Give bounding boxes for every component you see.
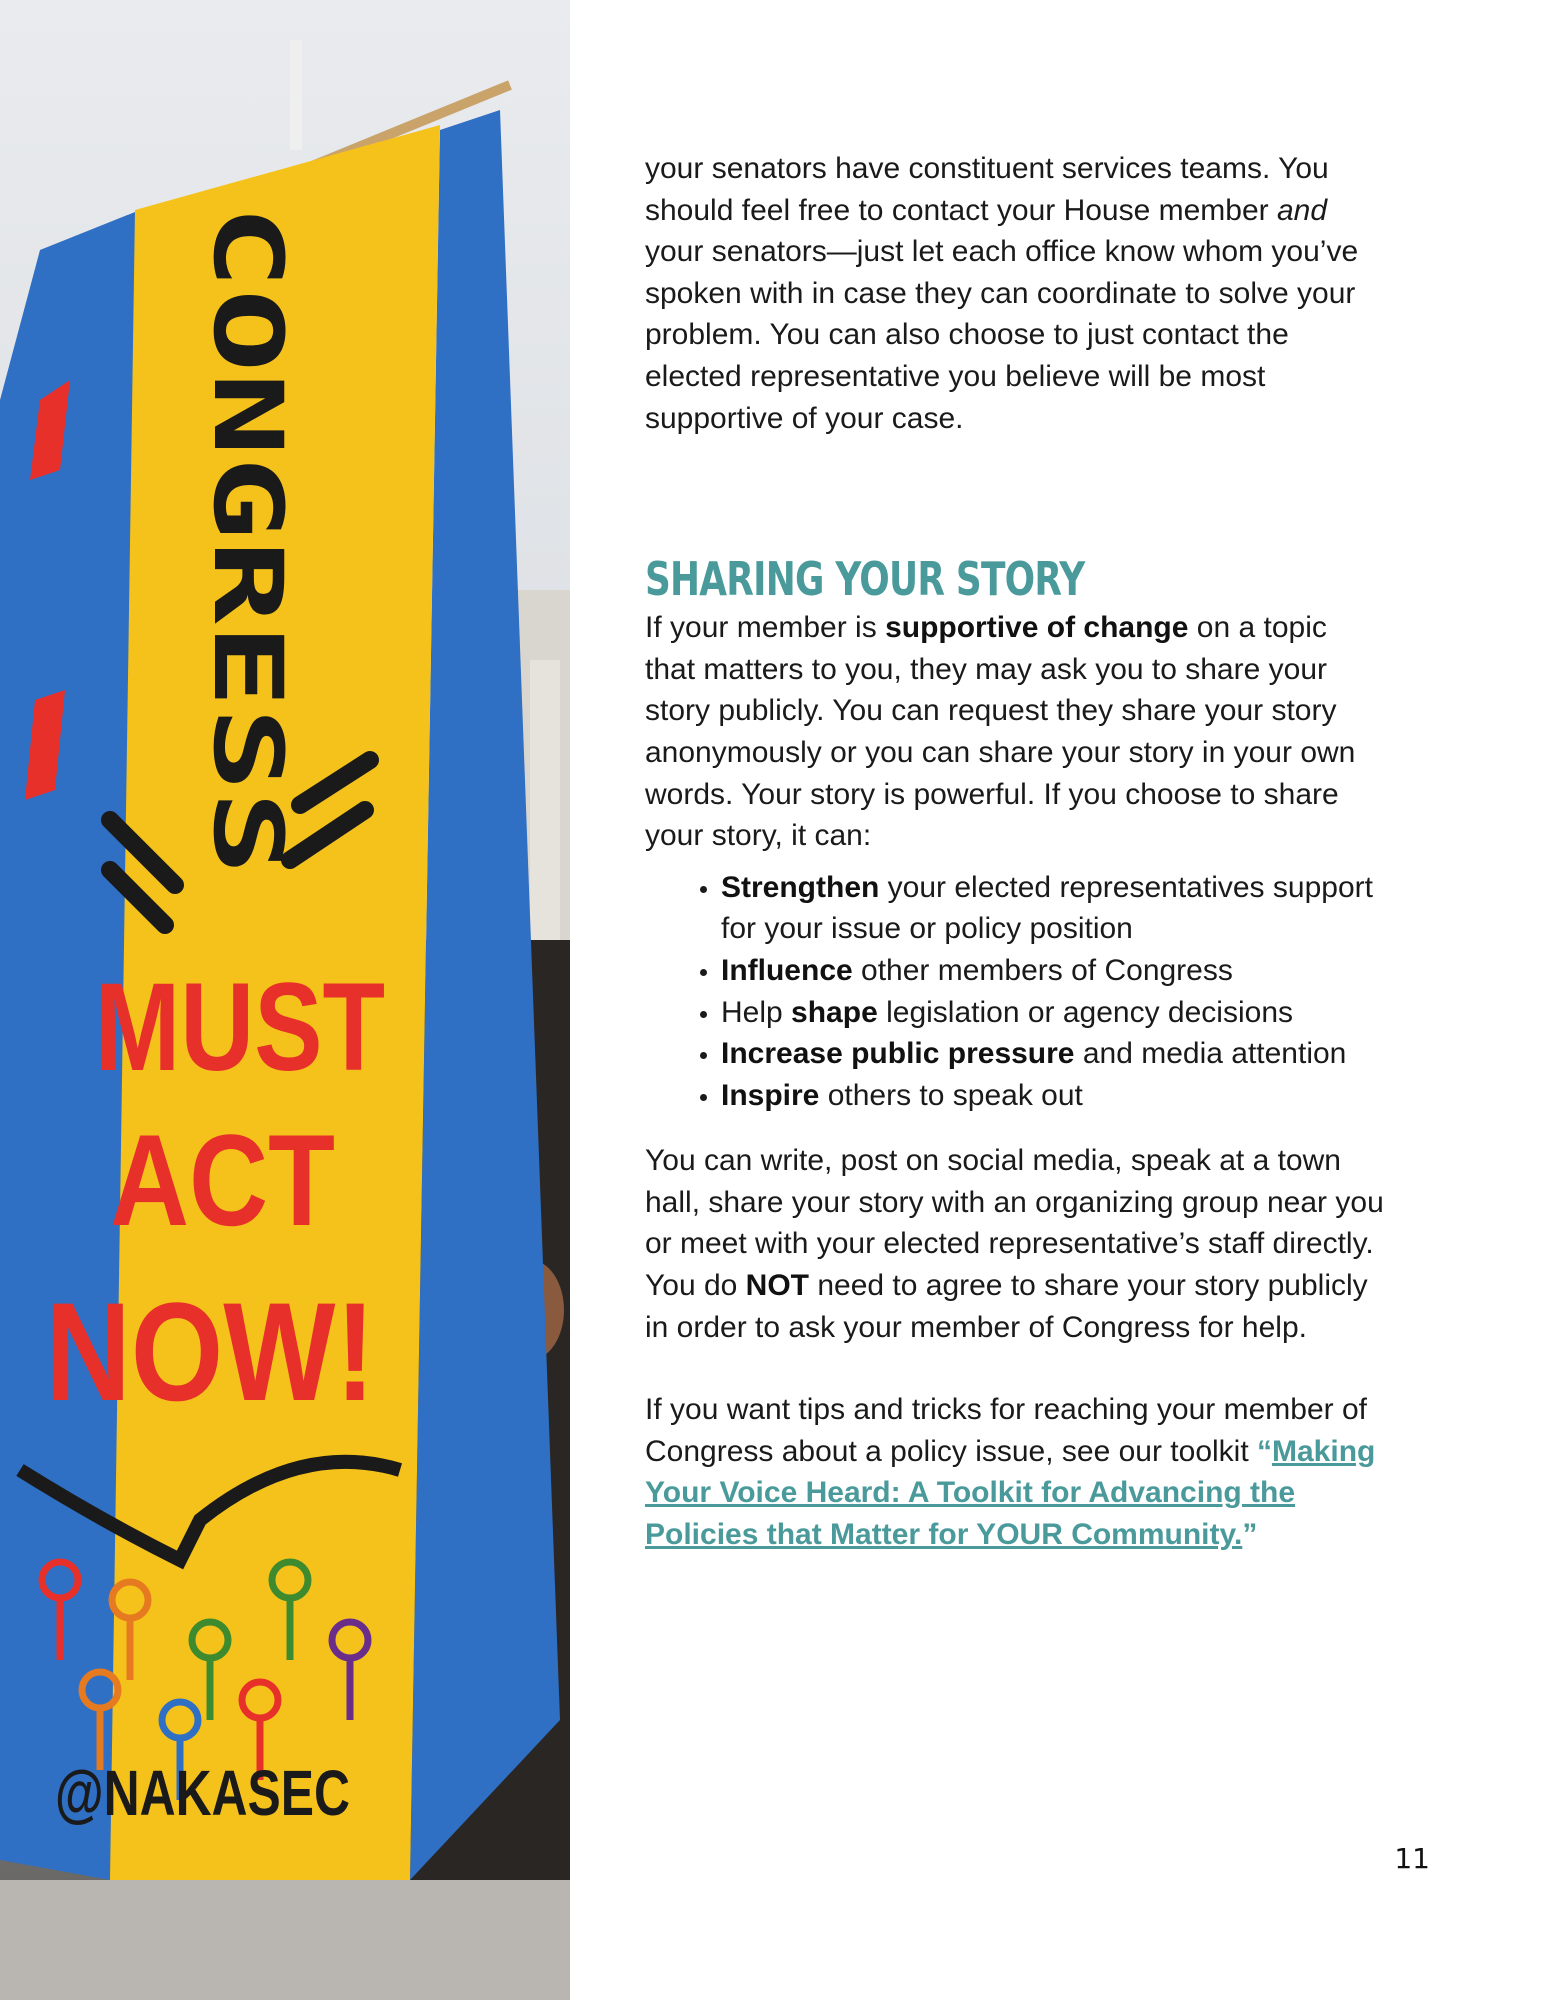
page-content bbox=[645, 148, 1385, 1556]
list-item: • Strengthen your elected representatives support for your issue or policy position bbox=[721, 867, 1385, 950]
list-item: • Inspire others to speak out bbox=[721, 1075, 1385, 1117]
ways-to-share-paragraph: You can write, post on social media, speak at a town hall, share your story with an organizing group near you or meet with your elected representative’s staff directly. You do NOT need to agree to share your story publicly in order to ask your member of Congress for help. bbox=[645, 1144, 1384, 1344]
section-heading: SHARING YOUR STORY bbox=[645, 552, 1085, 607]
banner-text-now: NOW! bbox=[45, 1273, 375, 1430]
benefits-list bbox=[645, 867, 1385, 1117]
banner-text-congress: CONGRESS bbox=[192, 205, 302, 663]
list-item: • Increase public pressure and media attention bbox=[721, 1033, 1385, 1075]
toolkit-paragraph: If you want tips and tricks for reaching your member of Congress about a policy issue, see our toolkit “Making Your Voice Heard: A Toolkit for Advancing the Policies that Matter for YOUR Community.” bbox=[645, 1393, 1376, 1552]
intro-paragraph: your senators have constituent services teams. You should feel free to contact your House member and your senators—just let each office know whom you’ve spoken with in case they can coordinate to solve your problem. You can also choose to just contact the elected representative you believe will be most supportive of your case. bbox=[645, 152, 1359, 435]
list-item: • Influence other members of Congress bbox=[721, 950, 1385, 992]
banner-text-must: MUST bbox=[95, 958, 385, 1097]
list-item: • Help shape legislation or agency decisions bbox=[721, 992, 1385, 1034]
protest-banner-photo bbox=[0, 0, 570, 2000]
banner-text-handle: @NAKASEC bbox=[55, 1757, 350, 1829]
banner-illustration bbox=[0, 0, 570, 2000]
banner-text-act: ACT bbox=[110, 1107, 335, 1253]
section-intro-paragraph: If your member is supportive of change on a topic that matters to you, they may ask you to share your story publicly. You can request they share your story anonymously or you can share your story in your own words. Your story is powerful. If you choose to share your story, it can: bbox=[645, 611, 1356, 853]
toolkit-link[interactable]: Making Your Voice Heard: A Toolkit for Advancing the Policies that Matter for YOUR Community. bbox=[645, 1434, 1376, 1552]
page-number: 11 bbox=[1394, 1842, 1430, 1875]
